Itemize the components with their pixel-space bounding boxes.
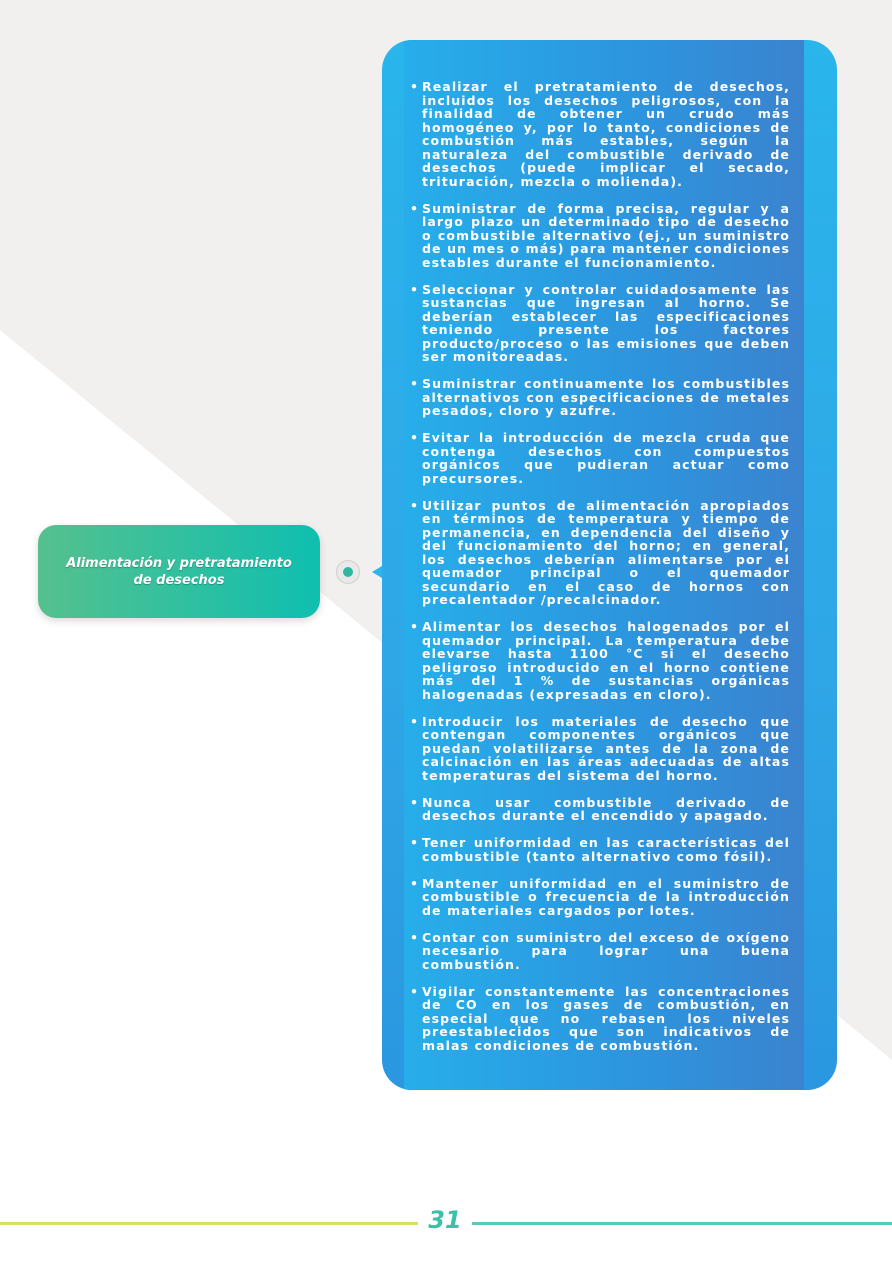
pointer-arrow-icon: [372, 566, 382, 578]
list-item: • Seleccionar y controlar cuidadosamente las sustancias que ingresan al horno. Se deberían establecer las especificaciones teniendo presente los factores producto/proceso o las emisiones que deben ser monitoreadas.: [410, 283, 790, 364]
list-item: • Suministrar de forma precisa, regular y a largo plazo un determinado tipo de desecho o combustible alternativo (ej., un suministro de un mes o más) para mantener condiciones estables durante el funcionamiento.: [410, 202, 790, 270]
list-item: • Nunca usar combustible derivado de desechos durante el encendido y apagado.: [410, 796, 790, 823]
topic-label: Alimentación y pretratamiento de desechos: [66, 555, 292, 588]
list-item: • Utilizar puntos de alimentación apropiados en términos de temperatura y tiempo de permanencia, en dependencia del diseño y del funcionamiento del horno; en general, los desechos deberían alimentarse por el quemador principal o el quemador secundario en el caso de hornos con precalentador /precalcinador.: [410, 499, 790, 607]
footer-line-left: [0, 1222, 418, 1225]
connector-dot-icon: [336, 560, 360, 584]
topic-box: [38, 525, 320, 618]
connector-dot-inner: [343, 567, 353, 577]
list-item: • Introducir los materiales de desecho que contengan componentes orgánicos que puedan volatilizarse antes de la zona de calcinación en las áreas adecuadas de altas temperaturas del sistema del horno.: [410, 715, 790, 783]
list-item: • Contar con suministro del exceso de oxígeno necesario para lograr una buena combustión.: [410, 931, 790, 972]
list-item: • Evitar la introducción de mezcla cruda que contenga desechos con compuestos orgánicos que pudieran actuar como precursores.: [410, 431, 790, 485]
page-number: 31: [428, 1206, 462, 1234]
list-item: • Mantener uniformidad en el suministro de combustible o frecuencia de la introducción de materiales cargados por lotes.: [410, 877, 790, 918]
list-item: • Vigilar constantemente las concentraciones de CO en los gases de combustión, en especial que no rebasen los niveles preestablecidos que son indicativos de malas condiciones de combustión.: [410, 985, 790, 1053]
list-item: • Alimentar los desechos halogenados por el quemador principal. La temperatura debe elevarse hasta 1100 °C si el desecho peligroso introducido en el horno contiene más del 1 % de sustancias orgánicas halogenadas (expresadas en cloro).: [410, 620, 790, 701]
list-item: • Suministrar continuamente los combustibles alternativos con especificaciones de metales pesados, cloro y azufre.: [410, 377, 790, 418]
footer-line-right: [472, 1222, 892, 1225]
recommendations-list: [410, 80, 790, 1066]
list-item: • Tener uniformidad en las características del combustible (tanto alternativo como fósil).: [410, 836, 790, 863]
list-item: • Realizar el pretratamiento de desechos, incluidos los desechos peligrosos, con la finalidad de obtener un crudo más homogéneo y, por lo tanto, condiciones de combustión más estables, según la naturaleza del combustible derivado de desechos (puede implicar el secado, trituración, mezcla o molienda).: [410, 80, 790, 188]
